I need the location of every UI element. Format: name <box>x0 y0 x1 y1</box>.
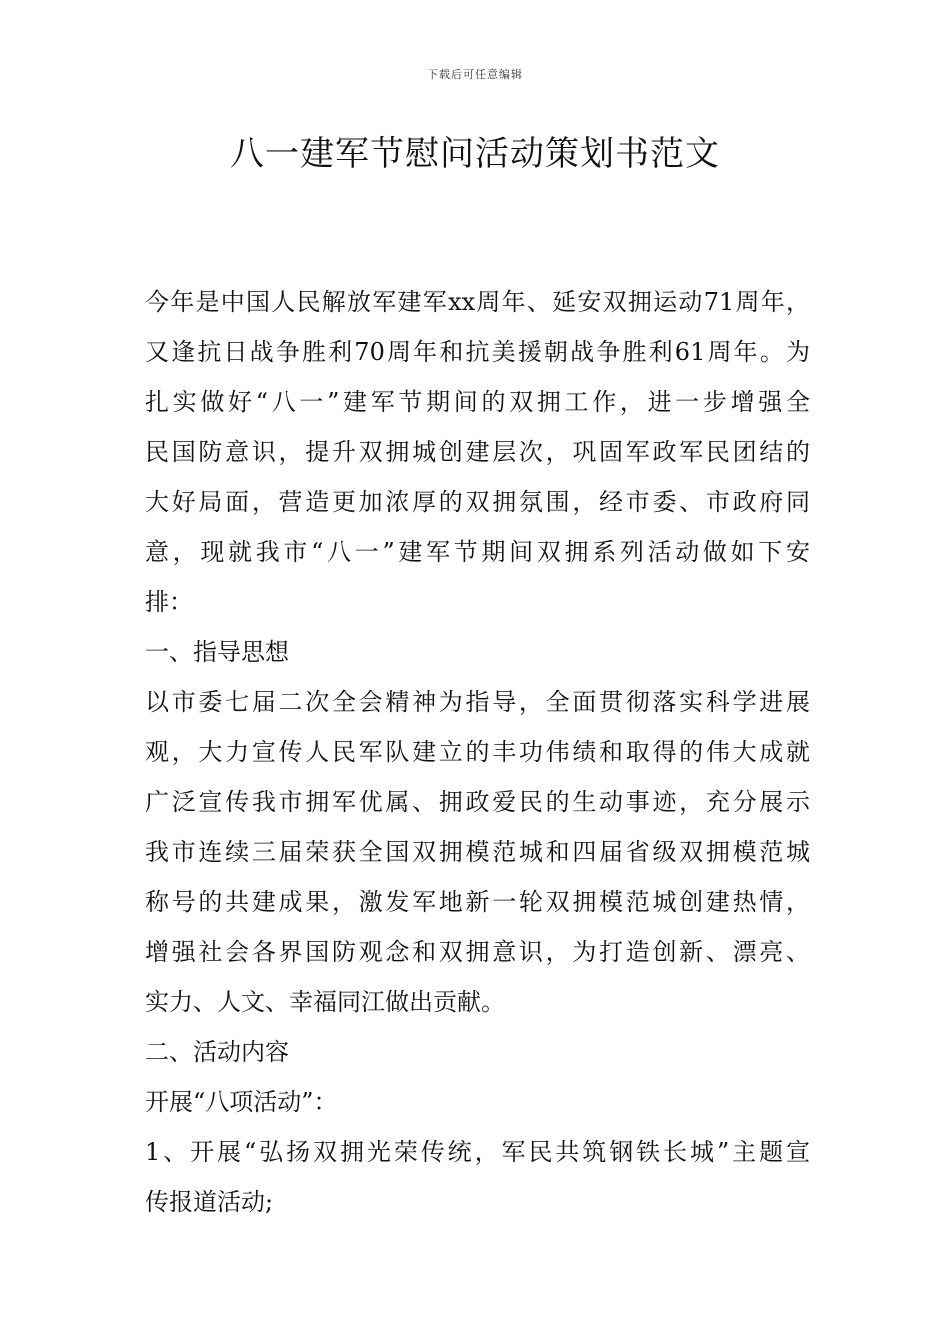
paragraph-line: 扎实做好“八一”建军节期间的双拥工作，进一步增强全 <box>145 388 810 416</box>
paragraph-line: 增强社会各界国防观念和双拥意识，为打造创新、漂亮、 <box>145 938 810 966</box>
list-item-line: 传报道活动; <box>145 1188 274 1216</box>
section-heading: 二、活动内容 <box>145 1038 289 1066</box>
paragraph-line: 以市委七届二次全会精神为指导，全面贯彻落实科学进展 <box>145 688 810 716</box>
paragraph-line: 意，现就我市“八一”建军节期间双拥系列活动做如下安 <box>145 538 810 566</box>
list-item-line: 1、开展“弘扬双拥光荣传统，军民共筑钢铁长城”主题宣 <box>145 1138 810 1166</box>
paragraph-line: 今年是中国人民解放军建军xx周年、延安双拥运动71周年， <box>145 288 810 316</box>
paragraph-line: 大好局面，营造更加浓厚的双拥氛围，经市委、市政府同 <box>145 488 810 516</box>
document-body <box>145 277 810 1227</box>
document-title: 八一建军节慰问活动策划书范文 <box>230 134 720 174</box>
paragraph-line: 开展“八项活动”： <box>145 1088 338 1116</box>
paragraph-line: 排： <box>145 588 193 616</box>
paragraph-line: 又逢抗日战争胜利70周年和抗美援朝战争胜利61周年。为 <box>145 338 810 366</box>
paragraph-line: 民国防意识，提升双拥城创建层次，巩固军政军民团结的 <box>145 438 810 466</box>
section-heading: 一、指导思想 <box>145 638 289 666</box>
paragraph-line: 我市连续三届荣获全国双拥模范城和四届省级双拥模范城 <box>145 838 810 866</box>
paragraph-line: 广泛宣传我市拥军优属、拥政爱民的生动事迹，充分展示 <box>145 788 810 816</box>
header-note: 下载后可任意编辑 <box>427 68 523 81</box>
paragraph-line: 称号的共建成果，激发军地新一轮双拥模范城创建热情， <box>145 888 810 916</box>
paragraph-line: 实力、人文、幸福同江做出贡献。 <box>145 988 505 1016</box>
paragraph-line: 观，大力宣传人民军队建立的丰功伟绩和取得的伟大成就 <box>145 738 810 766</box>
